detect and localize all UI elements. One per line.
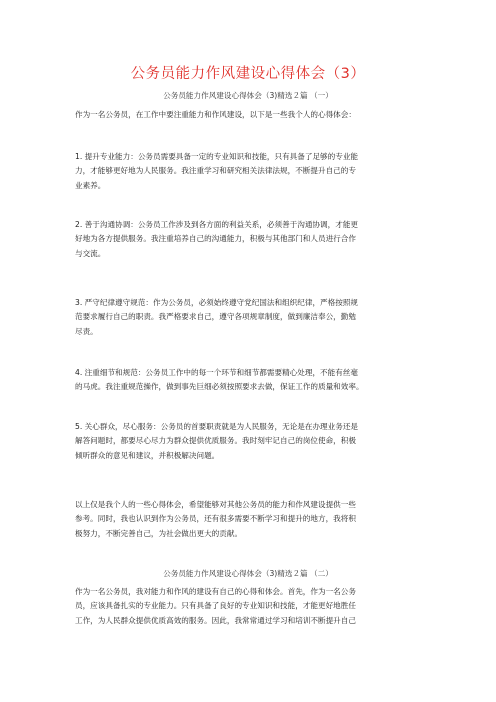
section-2-line: 工作，为人民群众提供优质高效的服务。因此，我常常通过学习和培训不断提升自己 [75,615,356,625]
item-3-paragraph [75,296,425,339]
item-5-line: 解答问题时，都要尽心尽力为群众提供优质服务。我时刻牢记自己的岗位使命，积极 [75,436,356,446]
section-2-line: 员，应该具备扎实的专业能力。只有具备了良好的专业知识和技能，才能更好地胜任 [75,601,356,611]
conclusion-paragraph [75,498,425,541]
item-4-line: 的马虎。我注重规范操作，做到事先巨细必须按照要求去做，保证工作的质量和效率。 [75,382,364,392]
item-4-line: 4. 注重细节和规范：公务员工作中的每一个环节和细节都需要精心处理，不能有丝毫 [75,368,359,377]
section-2-heading: 公务员能力作风建设心得体会（3)精选２篇 （二） [163,569,333,578]
conclusion-line: 极努力，不断完善自己，为社会做出更大的贡献。 [75,528,243,538]
section-2-paragraph [75,585,425,628]
conclusion-line: 参考。同时，我也认识到作为公务员，还有很多需要不断学习和提升的地方，我将积 [75,514,356,524]
conclusion-line: 以上仅是我个人的一些心得体会，希望能够对其他公务员的能力和作风建设提供一些 [75,500,356,509]
item-4-paragraph [75,366,425,395]
item-1-line: 力，才能够更好地为人民服务。我注重学习和研究相关法律法规，不断提升自己的专 [75,166,356,176]
item-1-line: 1. 提升专业能力：公务员需要具备一定的专业知识和技能，只有具备了足够的专业能 [75,152,359,161]
item-1-line: 业素养。 [75,180,106,190]
item-3-line: 3. 严守纪律遵守规范：作为公务员，必须始终遵守党纪国法和组织纪律，严格按照规 [75,298,359,307]
section-2-line: 作为一名公务员，我对能力和作风的建设有自己的心得和体会。首先，作为一名公务 [75,587,356,596]
item-2-paragraph [75,218,425,261]
item-1-paragraph [75,150,425,193]
item-2-line: 与交流。 [75,248,106,258]
item-3-line: 尽责。 [75,326,98,336]
section-1-heading: 公务员能力作风建设心得体会（3)精选２篇 （一） [163,91,333,100]
item-5-line: 倾听群众的意见和建议，并积极解决问题。 [75,450,220,460]
document-title: 公务员能力作风建设心得体会（3） [130,66,366,82]
item-5-paragraph [75,420,425,463]
intro-paragraph [75,108,425,122]
item-2-line: 2. 善于沟通协调：公务员工作涉及到各方面的利益关系，必须善于沟通协调，才能更 [75,220,359,229]
item-5-line: 5. 关心群众，尽心服务：公务员的首要职责就是为人民服务，无论是在办理业务还是 [75,422,359,431]
item-2-line: 好地为各方提供服务。我注重培养自己的沟通能力，积极与其他部门和人员进行合作 [75,234,356,244]
intro-line: 作为一名公务员，在工作中要注重能力和作风建设，以下是一些我个人的心得体会： [75,110,356,119]
item-3-line: 范要求履行自己的职责。我严格要求自己，遵守各项规章制度，做到廉洁奉公，勤勉 [75,312,356,322]
